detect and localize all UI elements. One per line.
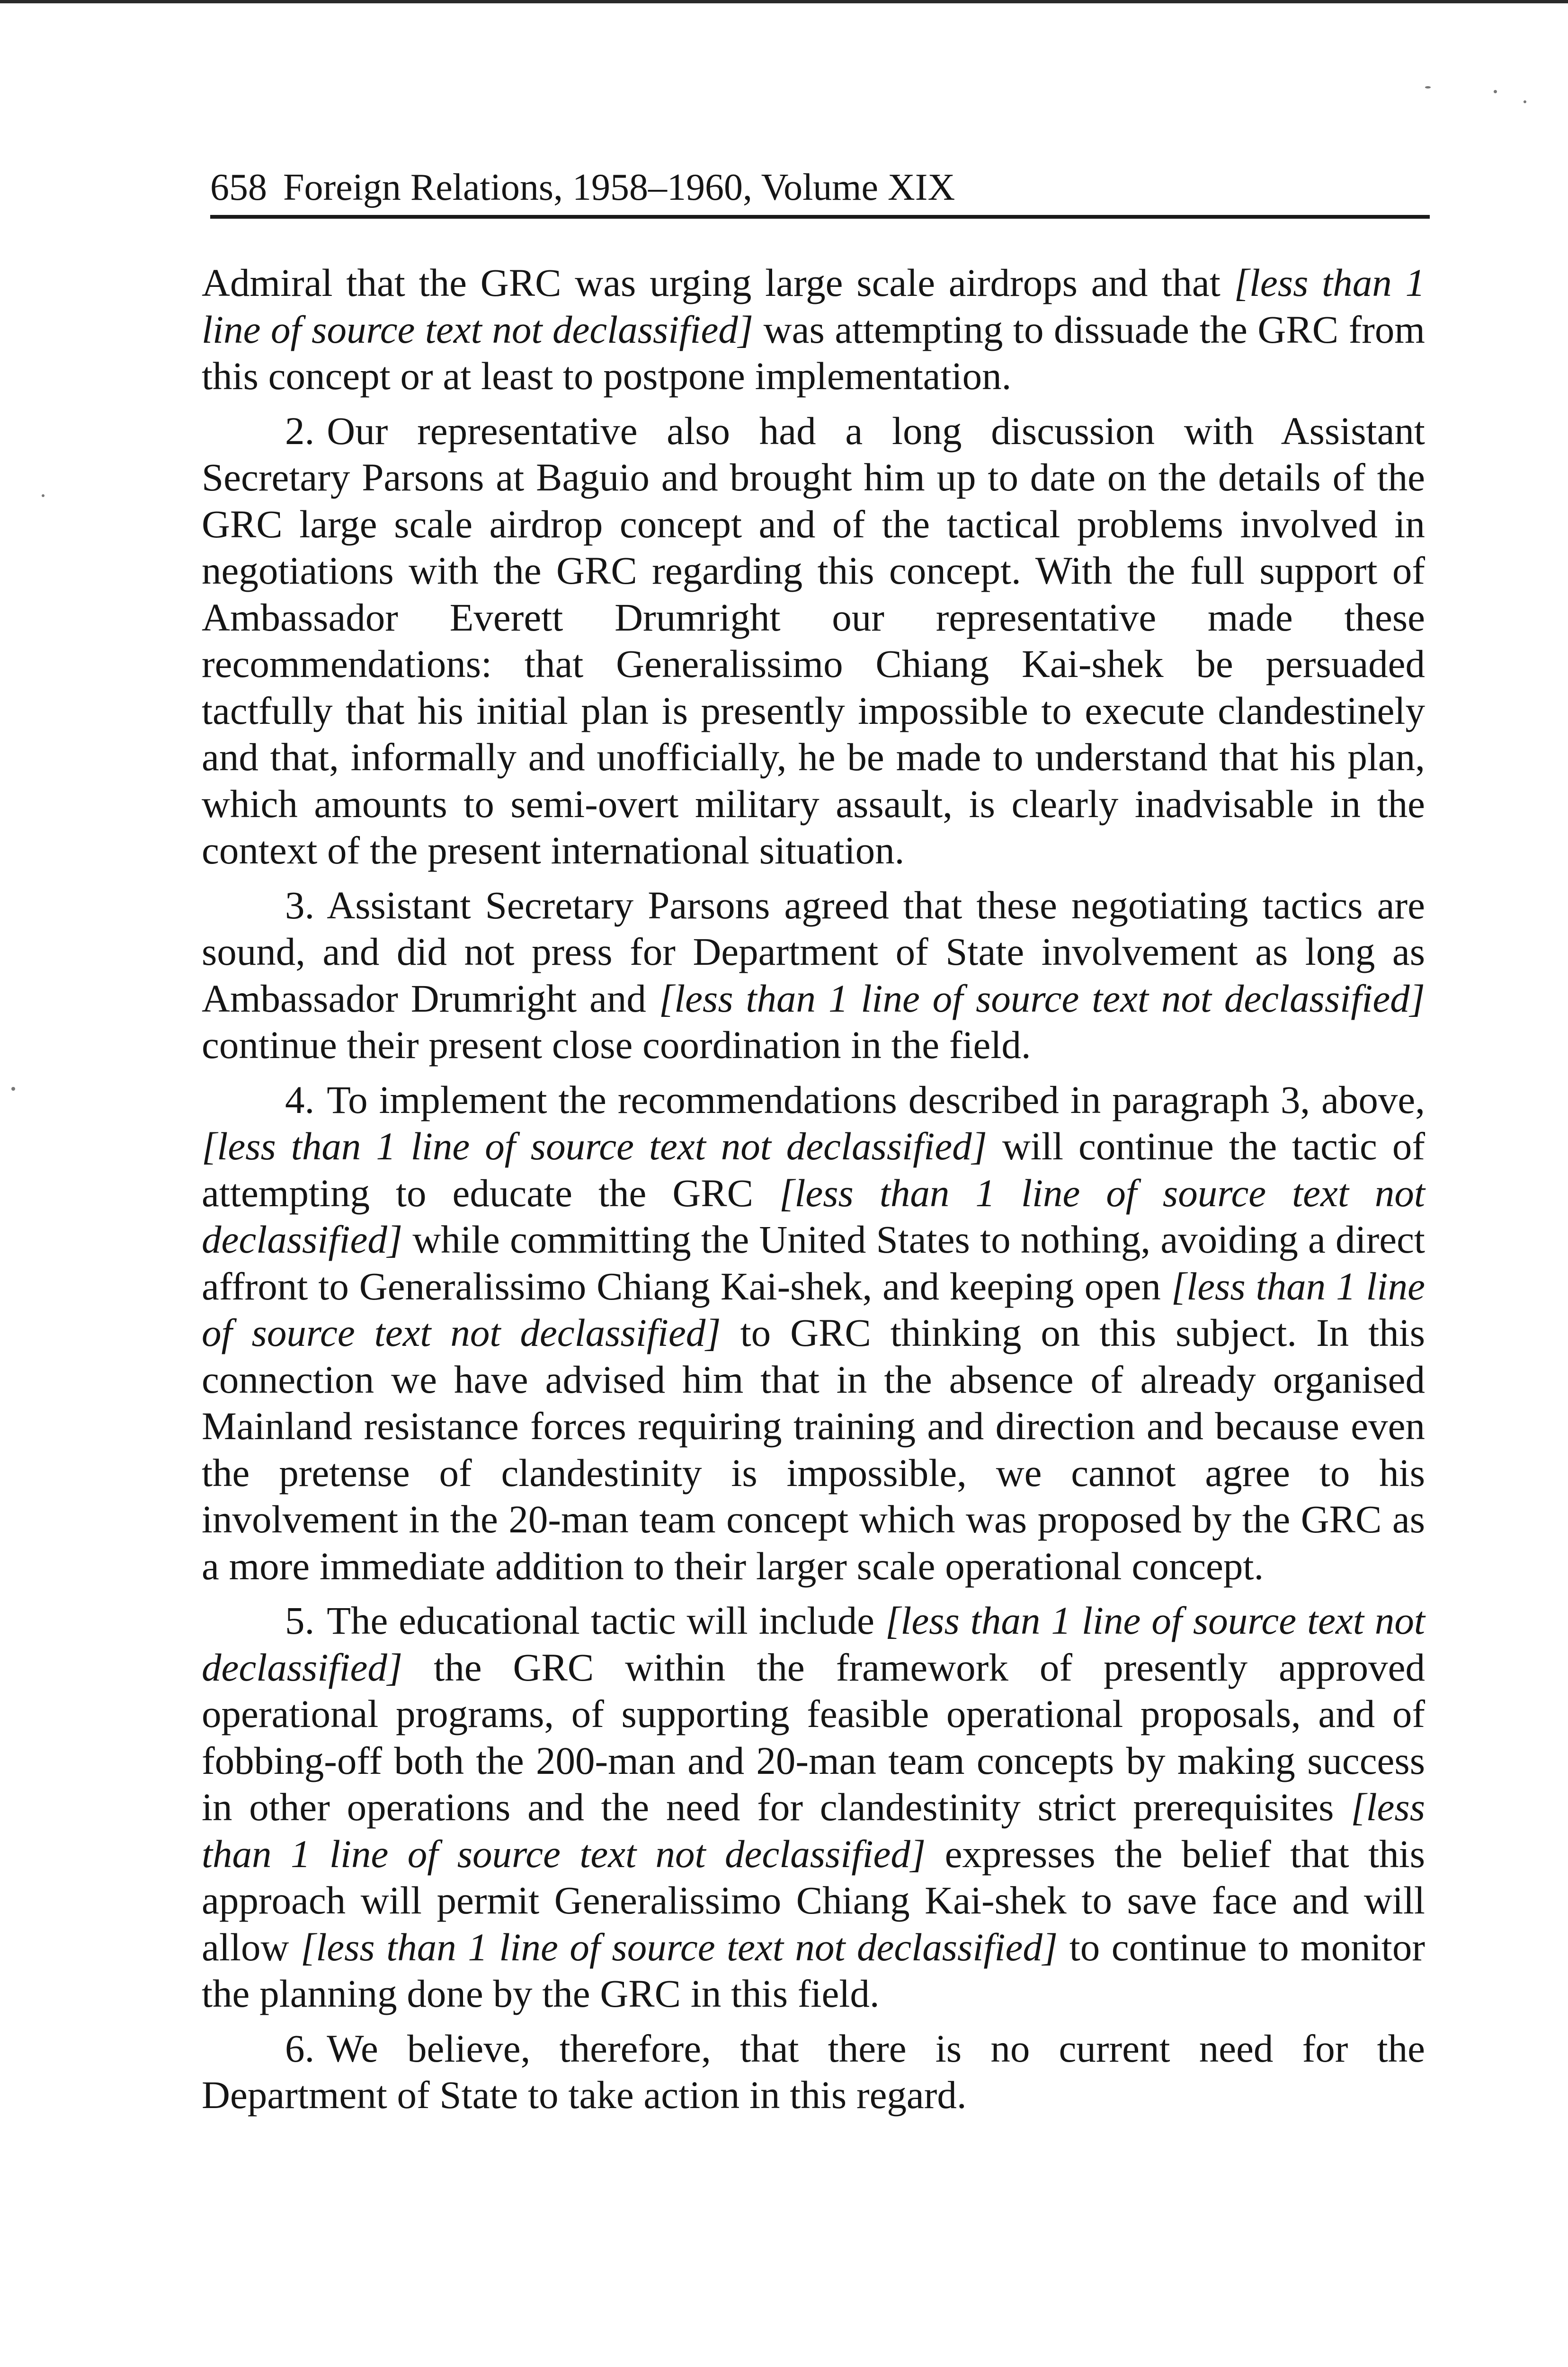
paragraph-continued <box>202 259 1425 400</box>
text-segment: the GRC within the framework of presently approved operational programs, of supporting feasible operational proposals, and of fobbing-off both the 200-man and 20-man team concepts by making success in other operations and the need for clandestinity strict prerequisites <box>202 1645 1425 1829</box>
volume-title: Foreign Relations, 1958–1960, Volume XIX <box>283 167 955 208</box>
paragraph-number: 5. <box>285 1599 315 1642</box>
document-body <box>202 259 1425 2127</box>
redaction-note: [less than 1 line of source text not declassified] <box>202 1599 1425 1689</box>
text-segment: The educational tactic will include <box>327 1599 885 1642</box>
redaction-note: [less than 1 line of source text not declassified] <box>202 1171 1425 1261</box>
paragraph-2 <box>202 408 1425 874</box>
paragraph-number: 6. <box>285 2026 315 2070</box>
scan-speck <box>11 1087 15 1091</box>
redaction-note: [less than 1 line of source text not declassified] <box>202 1264 1425 1354</box>
paragraph-number: 2. <box>285 409 315 453</box>
paragraph-6 <box>202 2025 1425 2118</box>
scan-speck <box>1425 86 1431 89</box>
redaction-note: [less than 1 line of source text not declassified] <box>659 976 1425 1020</box>
paragraph-3 <box>202 882 1425 1068</box>
redaction-note: [less than 1 line of source text not declassified] <box>202 261 1425 351</box>
text-segment: Our representative also had a long discussion with Assistant Secretary Parsons at Baguio and brought him up to date on the details of the GRC large scale airdrop concept and of the tactical problems involved in negotiations with the GRC regarding this concept. With the full support of Ambassador Everett Drumright our representative made these recommendations: that Generalissimo Chiang Kai-shek be persuaded tactfully that his initial plan is presently impossible to execute clandestinely and that, informally and unofficially, he be made to understand that his plan, which amounts to semi-overt military assault, is clearly inadvisable in the context of the present international situation. <box>202 409 1425 872</box>
text-segment: To implement the recommendations described in paragraph 3, above, <box>327 1077 1425 1121</box>
redaction-note: [less than 1 line of source text not declassified] <box>202 1124 987 1168</box>
text-segment: while committing the United States to nothing, avoiding a direct affront to Generalissimo Chiang Kai-shek, and keeping open <box>202 1218 1425 1308</box>
text-segment: continue their present close coordination in the field. <box>202 1023 1031 1067</box>
text-segment: expresses the belief that this approach will permit Generalissimo Chiang Kai-shek to save face and will allow <box>202 1832 1425 1969</box>
paragraph-4 <box>202 1077 1425 1590</box>
redaction-note: [less than 1 line of source text not declassified] <box>300 1925 1058 1969</box>
scan-edge-line <box>0 0 1568 3</box>
paragraph-number: 4. <box>285 1077 315 1121</box>
paragraph-5 <box>202 1597 1425 2017</box>
text-segment: to GRC thinking on this subject. In this connection we have advised him that in the absence of already organised Mainland resistance forces requiring training and direction and because even the pretense of clandestinity is impossible, we cannot agree to his involvement in the 20-man team concept which was proposed by the GRC as a more immediate addition to their larger scale operational concept. <box>202 1311 1425 1588</box>
text-segment: was attempting to dissuade the GRC from this concept or at least to postpone implementation. <box>202 307 1425 398</box>
text-segment: will continue the tactic of attempting to educate the GRC <box>202 1124 1425 1215</box>
text-segment: Assistant Secretary Parsons agreed that these negotiating tactics are sound, and did not press for Department of State involvement as long as Ambassador Drumright and <box>202 883 1425 1020</box>
page-header <box>210 156 1430 219</box>
scan-speck <box>1494 90 1497 93</box>
scan-speck <box>42 494 45 497</box>
text-segment: Admiral that the GRC was urging large scale airdrops and that <box>202 261 1234 304</box>
scan-speck <box>1523 100 1526 103</box>
paragraph-number: 3. <box>285 883 315 927</box>
redaction-note: [less than 1 line of source text not declassified] <box>202 1785 1425 1876</box>
text-segment: to continue to monitor the planning done by the GRC in this field. <box>202 1925 1425 2015</box>
page-number: 658 <box>210 167 267 208</box>
running-head <box>210 164 955 211</box>
text-segment: We believe, therefore, that there is no current need for the Department of State to take action in this regard. <box>202 2026 1425 2117</box>
